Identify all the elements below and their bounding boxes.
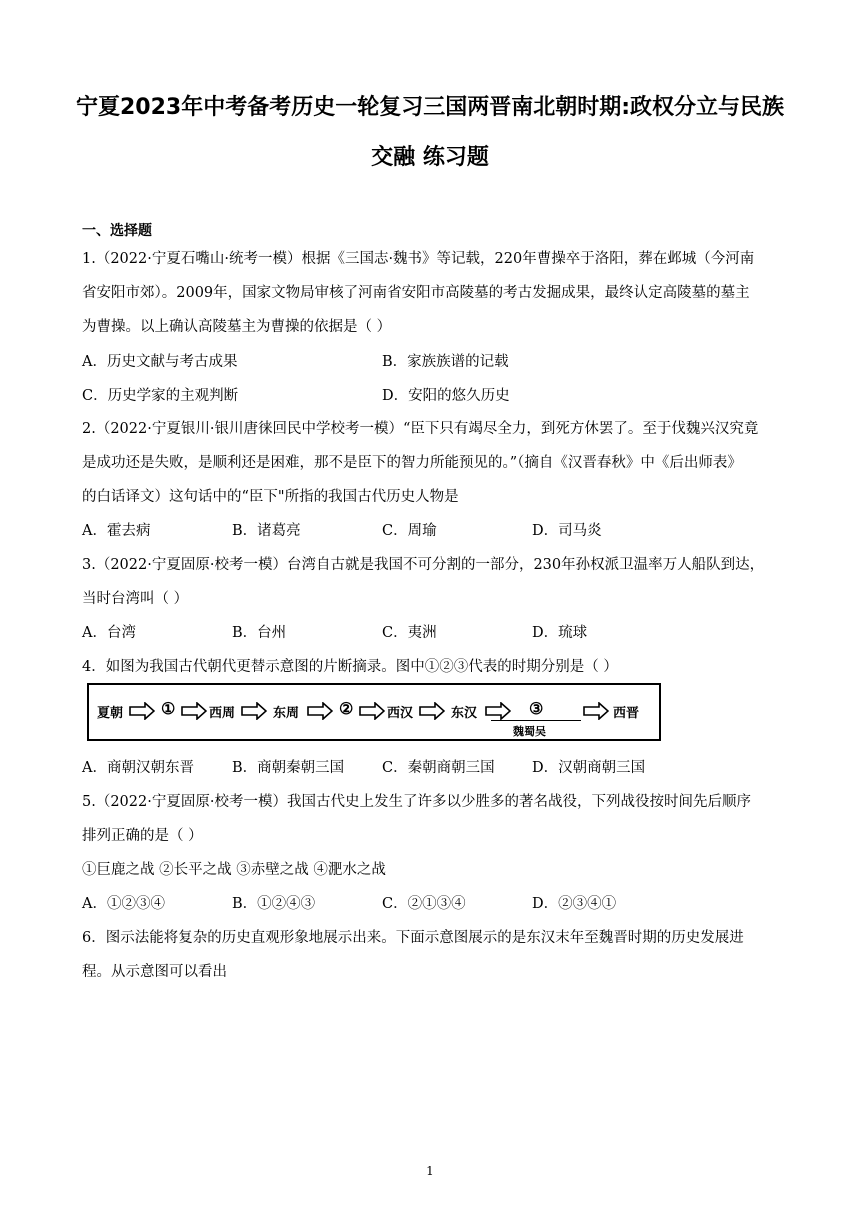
section-heading: 一、选择题: [82, 223, 152, 239]
q5-items: ①巨鹿之战 ②长平之战 ③赤壁之战 ④淝水之战: [82, 862, 386, 878]
arrow-icon: [359, 702, 385, 720]
arrow-icon: [129, 702, 155, 720]
flow-marker-3: ③: [529, 699, 544, 718]
q3-line-2: 当时台湾叫（ ）: [82, 591, 189, 607]
q1-line-2: 省安阳市郊）。2009年，国家文物局审核了河南省安阳市高陵墓的考古发掘成果，最终认定高陵墓的墓主: [82, 285, 750, 301]
arrow-icon: [419, 702, 445, 720]
flow-xihan: 西汉: [387, 706, 414, 721]
arrow-icon: [241, 702, 267, 720]
flow-xijin: 西晋: [613, 706, 640, 721]
q5-option-d: D．②③④①: [532, 896, 617, 912]
q2-line-2: 是成功还是失败，是顺利还是困难，那不是臣下的智力所能预见的。”（摘自《汉晋春秋》中《后出师表》: [82, 455, 742, 471]
arrow-icon: [181, 702, 207, 720]
q2-option-c: C．周瑜: [382, 523, 437, 539]
q3-option-b: B．台州: [232, 625, 287, 641]
q5-option-b: B．①②④③: [232, 896, 316, 912]
q1-line-3: 为曹操。以上确认高陵墓主为曹操的依据是（ ）: [82, 319, 392, 335]
q4-option-b: B．商朝秦朝三国: [232, 760, 345, 776]
q4-line-1: 4．如图为我国古代朝代更替示意图的片断摘录。图中①②③代表的时期分别是（ ）: [82, 659, 618, 675]
flow-weishuwu: 魏蜀吴: [513, 725, 546, 738]
q2-option-b: B．诸葛亮: [232, 523, 301, 539]
flow-xia: 夏朝: [97, 706, 124, 721]
arrow-icon: [583, 702, 609, 720]
q1-option-a: A．历史文献与考古成果: [82, 354, 238, 370]
q3-option-c: C．夷洲: [382, 625, 437, 641]
flow-donghan: 东汉: [451, 706, 478, 721]
q5-line-2: 排列正确的是（ ）: [82, 828, 203, 844]
q5-option-c: C．②①③④: [382, 896, 466, 912]
q2-line-1: 2.（2022·宁夏银川·银川唐徕回民中学校考一模）“臣下只有竭尽全力，到死方休罢了。至于伐魏兴汉究竟: [82, 421, 759, 437]
q1-line-1: 1.（2022·宁夏石嘴山·统考一模）根据《三国志·魏书》等记载，220年曹操卒于洛阳，葬在邺城（今河南: [82, 251, 755, 267]
flow-blank-underline: [491, 720, 581, 721]
flow-marker-1: ①: [161, 699, 176, 718]
arrow-icon: [307, 702, 333, 720]
q5-line-1: 5.（2022·宁夏固原·校考一模）我国古代史上发生了许多以少胜多的著名战役，下列战役按时间先后顺序: [82, 794, 751, 810]
page-title-line2: 交融 练习题: [371, 145, 489, 170]
arrow-icon: [485, 702, 511, 720]
q3-option-a: A．台湾: [82, 625, 136, 641]
q2-option-d: D．司马炎: [532, 523, 602, 539]
q1-option-d: D．安阳的悠久历史: [382, 388, 510, 404]
q1-option-b: B．家族族谱的记载: [382, 354, 509, 370]
flow-xizhou: 西周: [209, 706, 236, 721]
q6-line-2: 程。从示意图可以看出: [82, 964, 227, 980]
page-number: 1: [426, 1164, 434, 1178]
q1-option-c: C．历史学家的主观判断: [82, 388, 239, 404]
q3-option-d: D．琉球: [532, 625, 588, 641]
flow-marker-2: ②: [339, 699, 354, 718]
q2-option-a: A．霍去病: [82, 523, 151, 539]
q4-option-a: A．商朝汉朝东晋: [82, 760, 194, 776]
q4-option-d: D．汉朝商朝三国: [532, 760, 646, 776]
page-title-line1: 宁夏2023年中考备考历史一轮复习三国两晋南北朝时期:政权分立与民族: [75, 95, 785, 120]
q6-line-1: 6．图示法能将复杂的历史直观形象地展示出来。下面示意图展示的是东汉末年至魏晋时期的历史发展进: [82, 930, 744, 946]
q2-line-3: 的白话译文）这句话中的“臣下"所指的我国古代历史人物是: [82, 489, 459, 505]
q5-option-a: A．①②③④: [82, 896, 165, 912]
q3-line-1: 3.（2022·宁夏固原·校考一模）台湾自古就是我国不可分割的一部分，230年孙权派卫温率万人船队到达，: [82, 557, 765, 573]
flow-dongzhou: 东周: [273, 706, 300, 721]
dynasty-flow-diagram: [87, 683, 661, 741]
q4-option-c: C．秦朝商朝三国: [382, 760, 495, 776]
